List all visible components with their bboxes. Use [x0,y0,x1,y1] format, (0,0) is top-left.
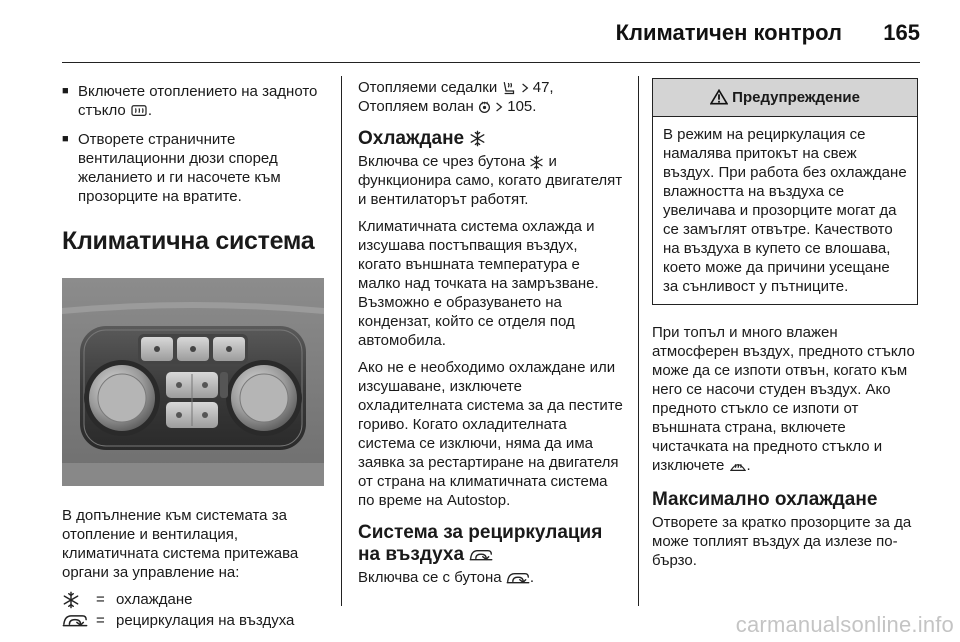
bullet-item [62,130,326,206]
section-heading-max-cooling: Максимално охлаждане [652,489,878,510]
reference-page: 105. [507,98,537,115]
legend-row [62,590,326,609]
bullet-text: Включете отоплението на задното стъкло [78,83,318,119]
bullet-item: ■ Включете отоплението на задното стъкло . [62,83,318,119]
snowflake-icon [529,155,544,170]
section-heading-cooling: Охлаждане [358,128,624,150]
warning-triangle-icon [710,89,728,105]
recirculation-icon [469,548,493,562]
climate-control-panel-photo [62,278,324,486]
legend-row [62,611,326,630]
snowflake-icon [469,130,486,147]
legend-equals: = [96,591,105,608]
page-ref-triangle-icon [495,101,503,113]
watermark: carmanualsonline.info [735,612,954,637]
warning-text: В режим на рециркулация се намалява притокът на свеж въздух. При работа без охлаждане влажността на въздуха се увеличава и прозорците могат да се замъглят отвътре. Качеството на въздуха в купето се влошава, което може да причини усещане за сънливост у пътниците. [663,126,907,295]
snowflake-icon [62,591,80,609]
reference-page: 47, [532,79,554,96]
recirculation-icon [62,613,88,628]
column-2 [358,78,624,595]
rear-defrost-icon [130,104,148,118]
page-number: 165 [883,20,920,45]
paragraph: Включва се с бутона . [358,569,534,586]
paragraph: Ако не е необходимо охлаждане или изсушаване, изключете охладителната система за да пестите гориво. Когато охладителната система се изключи, няма да има заявка за рестартиране на двигателя от страна на климатичната система по време на Autostop. [358,359,623,509]
heated-seat-icon [501,81,516,96]
page-header-title: Климатичен контрол [615,20,842,45]
legend-equals: = [96,612,105,629]
warning-header: Предупреждение [653,79,917,117]
bullet-square-icon: ■ [62,133,69,145]
column-3 [652,78,918,578]
heated-steering-wheel-icon [478,101,491,114]
paragraph: Отворете за кратко прозорците за да може топлият въздух да излезе по-бързо. [652,514,912,569]
header-rule [62,62,920,63]
column-divider-1 [341,76,342,606]
paragraph: Климатичната система охлажда и изсушава постъпващия въздух, когато външната температура е малко над точката на замръзване. Възможно е образуването на кондензат, който се отделя под автомобила. [358,218,599,349]
section-heading-climate-system: Климатична система [62,227,315,255]
bullet-text: Отворете страничните вентилационни дюзи според желанието и ги насочете към прозорците на вратите. [78,131,281,205]
section-heading-recirculation: Система за рециркулация на въздуха [358,522,603,565]
reference-heated-seats: Отопляеми седалки [358,79,498,96]
legend-label: рециркулация на въздуха [116,612,295,629]
warning-box [652,78,918,305]
recirculation-icon [506,571,530,585]
legend-label: охлаждане [116,591,193,608]
reference-heated-wheel: Отопляем волан [358,98,474,115]
intro-paragraph: В допълнение към системата за отопление и вентилация, климатичната система притежава органи за управление на: [62,507,299,581]
page-ref-triangle-icon [521,82,529,94]
column-divider-2 [638,76,639,606]
bullet-square-icon: ■ [62,85,69,97]
column-1 [62,82,326,632]
windscreen-defrost-icon [729,459,747,473]
paragraph: Включва се чрез бутона и функционира само, когато двигателят и вентилаторът работят. [358,153,623,208]
paragraph: При топъл и много влажен атмосферен въздух, предното стъкло може да се изпоти отвън, когато към него се насочи студен въздух. Ако предното стъкло се изпоти от външната страна, включете чистачката на предното стъкло и изключете . [652,324,915,474]
